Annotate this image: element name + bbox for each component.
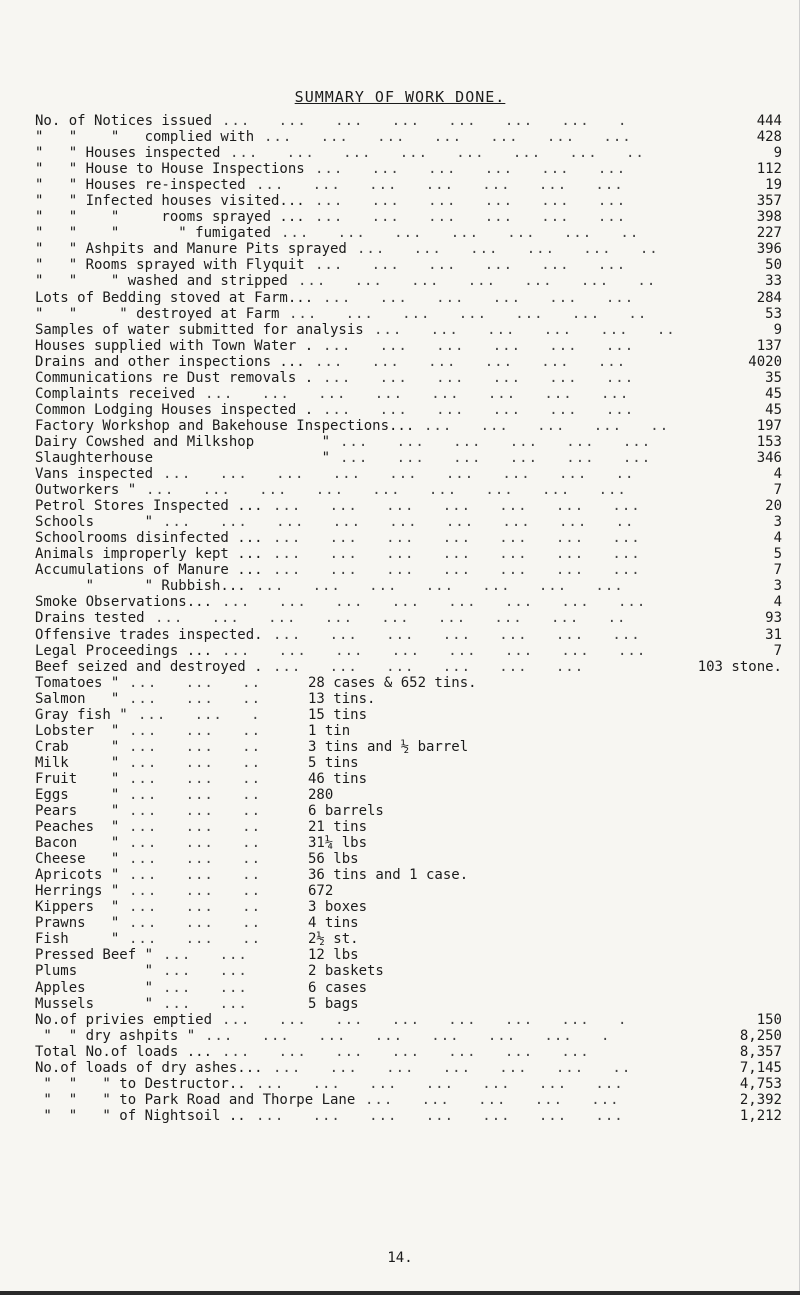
scan-edge-bar	[0, 1291, 800, 1295]
row-value: 103 stone.	[697, 658, 782, 675]
row-label: Cheese "	[35, 851, 120, 868]
row-label: Communications re Dust removals .	[35, 369, 314, 386]
summary-row	[0, 594, 800, 610]
row-label: Complaints received	[35, 385, 196, 402]
summary-row	[0, 129, 800, 145]
summary-row	[0, 980, 800, 996]
leader-dots: ... ... ... ... ... ...	[273, 658, 594, 675]
leader-dots: ... ... ... ... ... ... ...	[273, 498, 651, 515]
summary-row	[0, 546, 800, 562]
summary-row	[0, 643, 800, 659]
row-value: 28 cases & 652 tins.	[308, 674, 477, 691]
leader-dots: ... ... ... ... ... ... ...	[256, 1107, 624, 1124]
row-label: Peaches "	[35, 819, 120, 836]
row-label: " " " destroyed at Farm	[35, 305, 280, 322]
row-value: 31	[765, 626, 782, 643]
leader-dots: ... ... ..	[129, 899, 262, 916]
row-label: Pressed Beef "	[35, 947, 154, 964]
summary-table	[0, 113, 800, 1124]
summary-row	[0, 161, 800, 177]
summary-row	[0, 996, 800, 1012]
leader-dots: ... ... ... ... ... ... ... ...	[205, 385, 630, 402]
summary-row	[0, 1012, 800, 1028]
leader-dots: ... ... ... ... ... ... ... .	[222, 1011, 628, 1028]
row-label: " " " complied with	[35, 129, 255, 146]
row-label: Drains tested	[35, 610, 145, 627]
row-value: 6 barrels	[308, 803, 384, 820]
row-value: 20	[765, 498, 782, 515]
leader-dots: ... ... ... ... ... ...	[323, 401, 663, 418]
summary-row	[0, 257, 800, 273]
row-label: Accumulations of Manure ...	[35, 562, 263, 579]
summary-row	[0, 1060, 800, 1076]
leader-dots: ... ... ... ... ... ... ...	[256, 578, 653, 595]
leader-dots: ... ... ... ... ... ...	[315, 193, 655, 210]
leader-dots: ... ...	[163, 947, 267, 964]
summary-row	[0, 963, 800, 979]
summary-row	[0, 947, 800, 963]
row-value: 4	[773, 466, 782, 483]
row-label: No. of Notices issued	[35, 113, 213, 129]
leader-dots: ... ... ..	[129, 722, 262, 739]
row-value: 46 tins	[308, 770, 368, 787]
row-value: 4,753	[739, 1075, 782, 1092]
leader-dots: ... ... ... ... ... ...	[323, 369, 663, 386]
row-label: Salmon "	[35, 690, 120, 707]
summary-row	[0, 899, 800, 915]
row-label: Schools "	[35, 514, 154, 531]
summary-row	[0, 113, 800, 129]
leader-dots: ... ... ..	[129, 754, 262, 771]
leader-dots: ... ... ..	[129, 690, 262, 707]
row-label: Factory Workshop and Bakehouse Inspections...	[35, 417, 415, 434]
row-value: 3	[773, 578, 782, 595]
row-label: " " Infected houses visited...	[35, 193, 305, 210]
summary-row	[0, 466, 800, 482]
row-label: " " " washed and stripped	[35, 273, 288, 290]
leader-dots: ... ... ... ... ... ... ... ...	[222, 594, 647, 611]
row-label: Smoke Observations...	[35, 594, 213, 611]
row-label: Petrol Stores Inspected ...	[35, 498, 263, 515]
summary-row	[0, 177, 800, 193]
row-label: Total No.of loads ...	[35, 1043, 213, 1060]
row-label: " " Houses inspected	[35, 145, 221, 162]
row-label: " " House to House Inspections	[35, 161, 305, 178]
leader-dots: ... ... ... ... ...	[365, 1091, 648, 1108]
row-label: Samples of water submitted for analysis	[35, 321, 364, 338]
row-value: 2½ st.	[308, 931, 359, 948]
row-label: Herrings "	[35, 883, 120, 900]
row-value: 33	[765, 273, 782, 290]
leader-dots: ... ... ... ... ..	[424, 417, 670, 434]
row-value: 7	[773, 482, 782, 499]
row-value: 4	[773, 530, 782, 547]
row-value: 53	[765, 305, 782, 322]
summary-row	[0, 354, 800, 370]
row-value: 153	[756, 433, 782, 450]
row-value: 1,212	[739, 1107, 782, 1124]
leader-dots: ... ... ... ... ... ...	[323, 289, 654, 306]
summary-row	[0, 1092, 800, 1108]
summary-row	[0, 530, 800, 546]
leader-dots: ... ... ... ... ... ... ...	[273, 530, 651, 547]
summary-row	[0, 1076, 800, 1092]
row-value: 3	[773, 514, 782, 531]
leader-dots: ... ... ... ... ... ... ..	[273, 1059, 632, 1076]
summary-row	[0, 707, 800, 723]
row-label: " " " to Destructor..	[35, 1075, 246, 1092]
summary-row	[0, 915, 800, 931]
row-label: No.of loads of dry ashes...	[35, 1059, 263, 1076]
row-value: 31¼ lbs	[308, 835, 368, 852]
leader-dots: ... ... ..	[129, 770, 262, 787]
row-value: 5	[773, 546, 782, 563]
leader-dots: ... ... ..	[129, 867, 262, 884]
row-value: 150	[756, 1011, 782, 1028]
summary-row	[0, 386, 800, 402]
row-value: 19	[765, 177, 782, 194]
summary-row	[0, 755, 800, 771]
row-label: Offensive trades inspected.	[35, 626, 263, 643]
summary-row	[0, 370, 800, 386]
leader-dots: ... ... ... ... ... ... ..	[289, 305, 648, 322]
row-value: 137	[756, 337, 782, 354]
row-value: 5 bags	[308, 995, 359, 1012]
leader-dots: ... ... ... ... ... ...	[323, 337, 654, 354]
row-label: Outworkers "	[35, 482, 137, 499]
summary-row	[0, 562, 800, 578]
row-value: 346	[756, 449, 782, 466]
leader-dots: ... ... ... ... ... ... ..	[298, 273, 657, 290]
summary-row	[0, 402, 800, 418]
row-value: 2 baskets	[308, 963, 384, 980]
row-label: " " Houses re-inspected	[35, 177, 246, 194]
summary-row	[0, 867, 800, 883]
leader-dots: ... ...	[163, 995, 267, 1012]
row-value: 4 tins	[308, 915, 359, 932]
summary-row	[0, 450, 800, 466]
row-label: " " " to Park Road and Thorpe Lane	[35, 1091, 356, 1108]
row-value: 13 tins.	[308, 690, 376, 707]
row-value: 7,145	[739, 1059, 782, 1076]
leader-dots: ... ...	[163, 963, 267, 980]
row-label: Apples "	[35, 979, 154, 996]
row-value: 4020	[748, 353, 782, 370]
row-value: 21 tins	[308, 819, 368, 836]
row-label: Beef seized and destroyed .	[35, 658, 263, 675]
row-label: No.of privies emptied	[35, 1011, 213, 1028]
leader-dots: ... ...	[163, 979, 267, 996]
row-value: 2,392	[739, 1091, 782, 1108]
leader-dots: ... ... ... ... ... ...	[315, 161, 655, 178]
leader-dots: ... ... ..	[129, 851, 262, 868]
leader-dots: ... ... ... ... ... ... ... .	[222, 113, 628, 129]
page-title: SUMMARY OF WORK DONE.	[294, 88, 506, 106]
leader-dots: ... ... ... ... ... ... ... ... ...	[146, 482, 627, 499]
summary-row	[0, 578, 800, 594]
leader-dots: ... ... ... ... ... ... ..	[281, 225, 640, 242]
leader-dots: ... ... ..	[129, 738, 262, 755]
row-label: Eggs "	[35, 786, 120, 803]
row-value: 45	[765, 385, 782, 402]
row-value: 35	[765, 369, 782, 386]
leader-dots: ... ... ... ... ... ... ...	[264, 129, 642, 146]
row-value: 112	[756, 161, 782, 178]
row-label: " " dry ashpits "	[35, 1027, 196, 1044]
row-label: " " Rubbish...	[35, 578, 246, 595]
row-label: Fruit "	[35, 770, 120, 787]
row-value: 6 cases	[308, 979, 368, 996]
row-value: 672	[308, 883, 334, 900]
leader-dots: ... ... ... ... ... ... ... .	[205, 1027, 611, 1044]
row-label: Dairy Cowshed and Milkshop "	[35, 433, 331, 450]
row-label: " " Ashpits and Manure Pits sprayed	[35, 241, 347, 258]
summary-row	[0, 498, 800, 514]
leader-dots: ... ... ... ... ... ... ... ...	[222, 642, 647, 659]
row-value: 7	[773, 562, 782, 579]
summary-row	[0, 787, 800, 803]
leader-dots: ... ... ..	[129, 803, 262, 820]
row-value: 9	[773, 145, 782, 162]
summary-row	[0, 273, 800, 289]
row-value: 280	[308, 786, 334, 803]
row-value: 93	[765, 610, 782, 627]
summary-row	[0, 225, 800, 241]
leader-dots: ... ... ... ... ... ... ... ... ..	[163, 514, 635, 531]
row-value: 8,357	[739, 1043, 782, 1060]
summary-row	[0, 691, 800, 707]
leader-dots: ... ... ..	[129, 674, 262, 691]
row-label: Kippers "	[35, 899, 120, 916]
summary-row	[0, 338, 800, 354]
row-label: Animals improperly kept ...	[35, 546, 263, 563]
row-value: 398	[756, 209, 782, 226]
row-value: 8,250	[739, 1027, 782, 1044]
row-label: Crab "	[35, 738, 120, 755]
row-value: 36 tins and 1 case.	[308, 867, 469, 884]
row-value: 15 tins	[308, 706, 368, 723]
row-label: Lobster "	[35, 722, 120, 739]
row-value: 396	[756, 241, 782, 258]
summary-row	[0, 851, 800, 867]
row-label: " " " rooms sprayed ...	[35, 209, 305, 226]
leader-dots: ... ... ... ... ... ... ...	[273, 626, 651, 643]
row-value: 7	[773, 642, 782, 659]
row-value: 45	[765, 401, 782, 418]
row-value: 3 boxes	[308, 899, 368, 916]
row-value: 284	[756, 289, 782, 306]
row-label: Houses supplied with Town Water .	[35, 337, 314, 354]
row-value: 5 tins	[308, 754, 359, 771]
row-label: " " " " fumigated	[35, 225, 272, 242]
leader-dots: ... ... ... ... ... ... ...	[222, 1043, 619, 1060]
summary-row	[0, 434, 800, 450]
summary-row	[0, 418, 800, 434]
leader-dots: ... ... ... ... ... ... ...	[273, 562, 651, 579]
leader-dots: ... ... ... ... ... ..	[374, 321, 676, 338]
leader-dots: ... ... ... ... ... ..	[357, 241, 659, 258]
row-label: Milk "	[35, 754, 120, 771]
leader-dots: ... ... ..	[129, 786, 262, 803]
summary-row	[0, 306, 800, 322]
summary-row	[0, 610, 800, 626]
row-value: 3 tins and ½ barrel	[308, 738, 469, 755]
summary-row	[0, 675, 800, 691]
row-value: 50	[765, 257, 782, 274]
summary-row	[0, 209, 800, 225]
summary-row	[0, 771, 800, 787]
leader-dots: ... ... ... ... ... ...	[340, 433, 652, 450]
summary-row	[0, 1044, 800, 1060]
row-value: 4	[773, 594, 782, 611]
row-value: 56 lbs	[308, 851, 359, 868]
row-value: 197	[756, 417, 782, 434]
summary-row	[0, 290, 800, 306]
leader-dots: ... ... ... ... ... ... ...	[256, 1075, 624, 1092]
page-number: 14.	[387, 1250, 413, 1266]
leader-dots: ... ... ... ... ... ... ... ... ..	[155, 610, 627, 627]
row-label: " " " of Nightsoil ..	[35, 1107, 246, 1124]
leader-dots: ... ... ..	[129, 883, 262, 900]
row-label: Tomatoes "	[35, 674, 120, 691]
row-label: Slaughterhouse "	[35, 449, 331, 466]
row-label: Prawns "	[35, 915, 120, 932]
row-label: Legal Proceedings ...	[35, 642, 213, 659]
leader-dots: ... ... ... ... ... ...	[340, 449, 652, 466]
row-label: Fish "	[35, 931, 120, 948]
summary-row	[0, 835, 800, 851]
summary-row	[0, 803, 800, 819]
summary-row	[0, 145, 800, 161]
row-value: 9	[773, 321, 782, 338]
row-value: 444	[756, 113, 782, 129]
leader-dots: ... ... ..	[129, 931, 262, 948]
summary-row	[0, 193, 800, 209]
row-value: 357	[756, 193, 782, 210]
row-label: Gray fish "	[35, 706, 128, 723]
summary-row	[0, 322, 800, 338]
row-value: 12 lbs	[308, 947, 359, 964]
summary-row	[0, 819, 800, 835]
row-label: Drains and other inspections ...	[35, 353, 305, 370]
row-label: Lots of Bedding stoved at Farm...	[35, 289, 314, 306]
row-value: 428	[756, 129, 782, 146]
row-label: Pears "	[35, 803, 120, 820]
summary-row	[0, 241, 800, 257]
row-label: " " Rooms sprayed with Flyquit	[35, 257, 305, 274]
summary-row	[0, 723, 800, 739]
leader-dots: ... ... ..	[129, 915, 262, 932]
row-label: Bacon "	[35, 835, 120, 852]
row-label: Apricots "	[35, 867, 120, 884]
leader-dots: ... ... ..	[129, 835, 262, 852]
leader-dots: ... ... ... ... ... ... ... ..	[230, 145, 645, 162]
summary-row	[0, 739, 800, 755]
leader-dots: ... ... ... ... ... ...	[315, 257, 655, 274]
row-label: Plums "	[35, 963, 154, 980]
summary-row	[0, 627, 800, 643]
leader-dots: ... ... .	[138, 706, 261, 723]
row-label: Schoolrooms disinfected ...	[35, 530, 263, 547]
leader-dots: ... ... ... ... ... ... ...	[273, 546, 651, 563]
summary-row	[0, 883, 800, 899]
leader-dots: ... ... ... ... ... ... ...	[256, 177, 643, 194]
summary-row	[0, 482, 800, 498]
summary-row	[0, 514, 800, 530]
summary-row	[0, 1108, 800, 1124]
leader-dots: ... ... ... ... ... ... ... ... ..	[163, 466, 635, 483]
leader-dots: ... ... ... ... ... ...	[315, 353, 646, 370]
summary-row	[0, 659, 800, 675]
row-label: Mussels "	[35, 995, 154, 1012]
summary-row	[0, 931, 800, 947]
summary-row	[0, 1028, 800, 1044]
row-label: Vans inspected	[35, 466, 154, 483]
row-value: 227	[756, 225, 782, 242]
row-value: 1 tin	[308, 722, 351, 739]
leader-dots: ... ... ..	[129, 819, 262, 836]
leader-dots: ... ... ... ... ... ...	[315, 209, 655, 226]
row-label: Common Lodging Houses inspected .	[35, 401, 314, 418]
